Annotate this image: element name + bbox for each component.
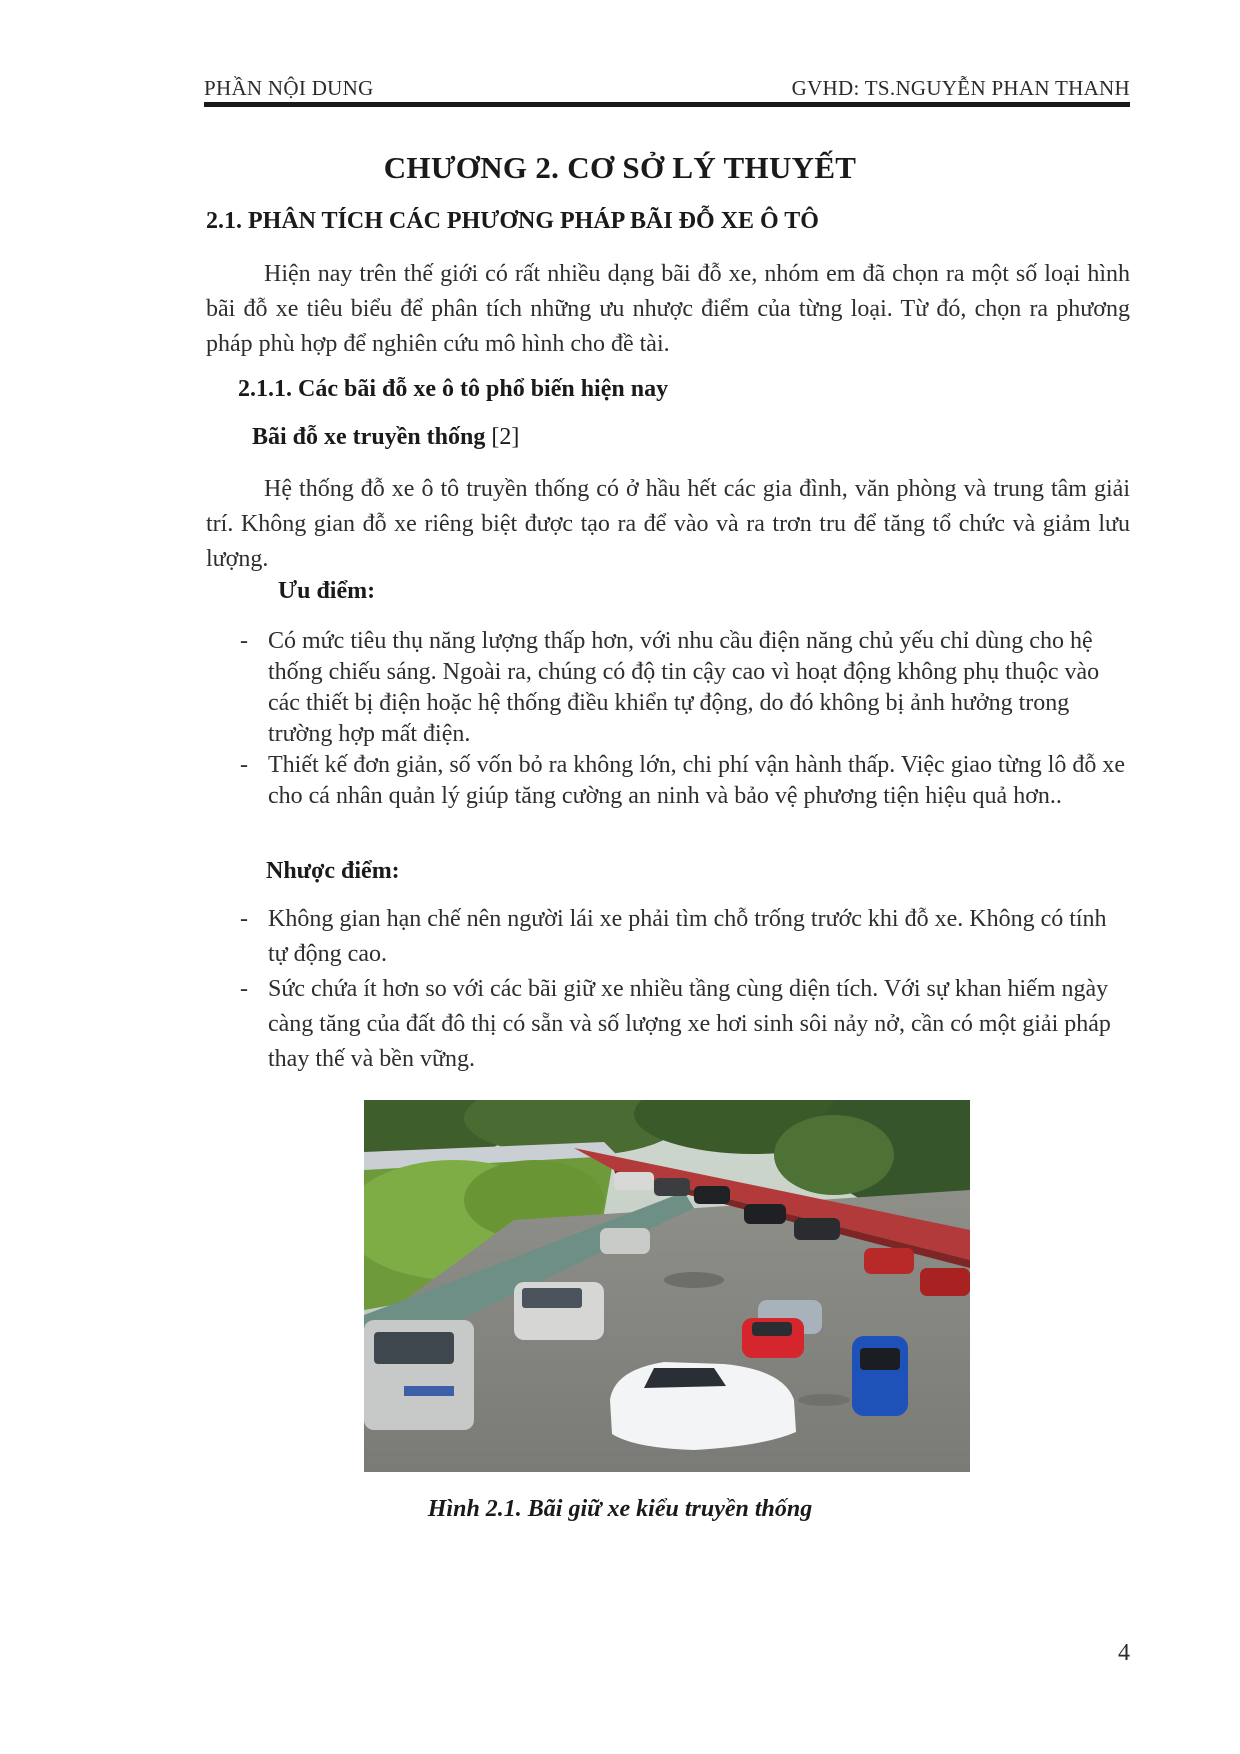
advantage-item [240,750,1130,812]
page-number: 4 [1118,1640,1130,1666]
topic-title [252,424,519,451]
section-title: 2.1. PHÂN TÍCH CÁC PHƯƠNG PHÁP BÃI ĐỖ XE Ô TÔ [206,208,819,234]
subsection-title: 2.1.1. Các bãi đỗ xe ô tô phổ biến hiện nay [238,376,669,402]
disadvantage-item-text: Sức chứa ít hơn so với các bãi giữ xe nhiều tầng cùng diện tích. Với sự khan hiếm ngày càng tăng của đất đô thị có sẵn và số lượng xe hơi sinh sôi nảy nở, cần có một giải pháp thay thế và bền vững. [268,976,1111,1072]
advantage-item [240,626,1130,750]
advantage-item-text: Thiết kế đơn giản, số vốn bỏ ra không lớn, chi phí vận hành thấp. Việc giao từng lô đỗ xe cho cá nhân quản lý giúp tăng cường an ninh và bảo vệ phương tiện hiệu quả hơn.. [268,752,1126,809]
section-intro-paragraph [206,257,1130,362]
list-marker: - [240,752,248,778]
header-rule [204,102,1130,107]
list-marker: - [240,906,248,932]
advantages-list [240,626,1130,812]
topic-text: Hệ thống đỗ xe ô tô truyền thống có ở hầu hết các gia đình, văn phòng và trung tâm giải trí. Không gian đỗ xe riêng biệt được tạo ra để vào và ra trơn tru để tăng tổ chức và giảm lưu lượng. [206,476,1130,572]
advantages-title: Ưu điểm: [278,578,376,604]
header-advisor: GVHD: TS.NGUYỄN PHAN THANH [791,76,1130,100]
disadvantages-list [240,902,1130,1077]
disadvantages-title: Nhược điểm: [266,858,400,884]
header-part-label: PHẦN NỘI DUNG [204,76,374,100]
parking-lot-illustration [364,1100,970,1472]
topic-title-text: Bãi đỗ xe truyền thống [252,424,486,450]
topic-reference: [2] [491,424,520,450]
chapter-title: CHƯƠNG 2. CƠ SỞ LÝ THUYẾT [383,150,857,185]
parking-lot-photo [364,1100,970,1472]
advantage-item-text: Có mức tiêu thụ năng lượng thấp hơn, với nhu cầu điện năng chủ yếu chỉ dùng cho hệ thống chiếu sáng. Ngoài ra, chúng có độ tin cậy cao vì hoạt động không phụ thuộc vào các thiết bị điện hoặc hệ thống điều khiển tự động, do đó không bị ảnh hưởng trong trường hợp mất điện. [268,628,1100,747]
list-marker: - [240,976,248,1002]
disadvantage-item [240,972,1130,1077]
disadvantage-item-text: Không gian hạn chế nên người lái xe phải tìm chỗ trống trước khi đỗ xe. Không có tính tự động cao. [268,906,1107,967]
figure-caption: Hình 2.1. Bãi giữ xe kiểu truyền thống [427,1496,813,1522]
list-marker: - [240,628,248,654]
disadvantage-item [240,902,1130,972]
section-intro-text: Hiện nay trên thế giới có rất nhiều dạng bãi đỗ xe, nhóm em đã chọn ra một số loại hình bãi đỗ xe tiêu biểu để phân tích những ưu nhược điểm của từng loại. Từ đó, chọn ra phương pháp phù hợp để nghiên cứu mô hình cho đề tài. [206,261,1130,357]
topic-paragraph [206,472,1130,577]
